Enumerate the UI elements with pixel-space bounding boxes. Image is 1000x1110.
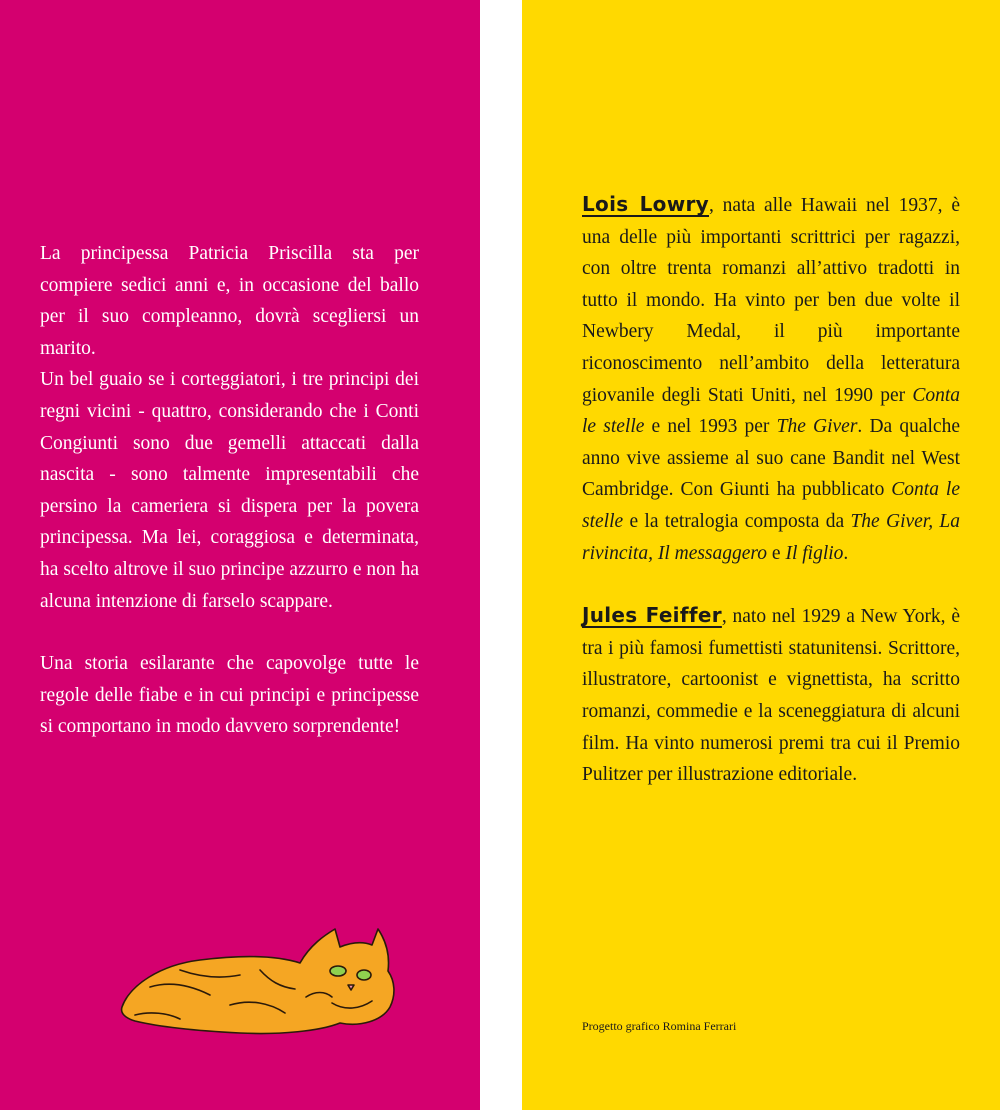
- synopsis: [40, 238, 419, 743]
- author-bios: [582, 189, 960, 791]
- synopsis-paragraph-3: Una storia esilarante che capovolge tutte le regole delle fiabe e in cui principi e principesse si comportano in modo davvero sorprendente!: [40, 653, 419, 738]
- sleeping-cat-icon: [110, 915, 400, 1045]
- author-name-jules-feiffer: Jules Feiffer: [582, 603, 722, 628]
- bio-jules-feiffer: Jules Feiffer, nato nel 1929 a New York, è tra i più famosi fumettisti statunitensi. Scrittore, illustratore, cartoonist e vignettista, ha scritto romanzi, commedie e la sceneggiatura di alcuni film. Ha vinto numerosi premi tra cui il Premio Pulitzer per illustrazione editoriale.: [582, 603, 960, 786]
- spine-gap: [480, 0, 522, 1110]
- synopsis-paragraph-1: La principessa Patricia Priscilla sta per compiere sedici anni e, in occasione del ballo per il suo compleanno, dovrà scegliersi un marito.: [40, 243, 419, 359]
- bio-lois-lowry: Lois Lowry, nata alle Hawaii nel 1937, è una delle più importanti scrittrici per ragazzi, con oltre trenta romanzi all’attivo tradotti in tutto il mondo. Ha vinto per ben due volte il Newbery Medal, il più importante riconoscimento nell’ambito della letteratura giovanile degli Stati Uniti, nel 1990 per Conta le stelle e nel 1993 per The Giver. Da qualche anno vive assieme al suo cane Bandit nel West Cambridge. Con Giunti ha pubblicato Conta le stelle e la tetralogia composta da The Giver, La rivincita, Il messaggero e Il figlio.: [582, 192, 960, 564]
- design-credit: Progetto grafico Romina Ferrari: [582, 1019, 737, 1033]
- author-name-lois-lowry: Lois Lowry: [582, 192, 709, 216]
- synopsis-paragraph-2: Un bel guaio se i corteggiatori, i tre principi dei regni vicini - quattro, considerando che i Conti Congiunti sono due gemelli attaccati dalla nascita - sono talmente impresentabili che persino la cameriera si dispera per la povera principessa. Ma lei, coraggiosa e determinata, ha scelto altrove il suo principe azzurro e non ha alcuna intenzione di farselo scappare.: [40, 369, 419, 612]
